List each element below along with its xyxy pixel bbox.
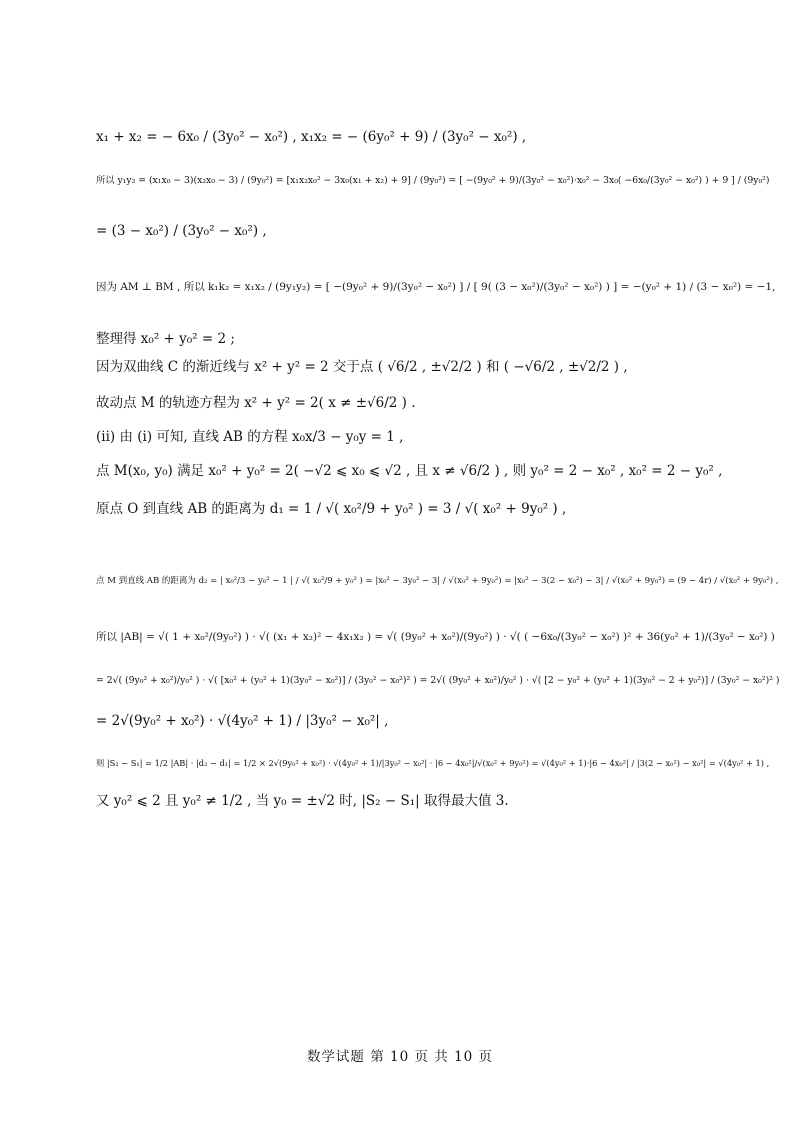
- equation-line-15: 则 |S₂ − S₁| = 1/2 |AB| · |d₂ − d₁| = 1/2 × 2√(9y₀² + x₀²) · √(4y₀² + 1)/|3y₀² − x₀²| · |6 − 4x₀²|/√(x₀² + 9y₀²) = √(4y₀² + 1)·|6 − 4x₀²| / |3(2 − x₀²) − x₀²| = √(4y₀² + 1) ,: [96, 758, 770, 768]
- equation-line-5: 整理得 x₀² + y₀² = 2 ;: [96, 331, 235, 347]
- equation-line-3: = (3 − x₀²) / (3y₀² − x₀²) ,: [96, 223, 267, 239]
- equation-line-16: 又 y₀² ⩽ 2 且 y₀² ≠ 1/2 , 当 y₀ = ±√2 时, |S₂ − S₁| 取得最大值 3.: [96, 793, 509, 809]
- equation-line-8: (ii) 由 (i) 可知, 直线 AB 的方程 x₀x/3 − y₀y = 1 ,: [96, 429, 404, 445]
- equation-line-6: 因为双曲线 C 的渐近线与 x² + y² = 2 交于点 ( √6/2 , ±√2/2 ) 和 ( −√6/2 , ±√2/2 ) ,: [96, 359, 628, 375]
- equation-line-13: = 2√( (9y₀² + x₀²)/y₀² ) · √( [x₀² + (y₀² + 1)(3y₀² − x₀²)] / (3y₀² − x₀²)² ) = 2√( (9y₀² + x₀²)/y₀² ) · √( [2 − y₀² + (y₀² + 1)(3y₀² − 2 + y₀²)] / (3y₀² − x₀²)² ): [96, 675, 780, 686]
- equation-line-7: 故动点 M 的轨迹方程为 x² + y² = 2( x ≠ ±√6/2 ) .: [96, 395, 416, 411]
- equation-line-9: 点 M(x₀, y₀) 满足 x₀² + y₀² = 2( −√2 ⩽ x₀ ⩽ √2 , 且 x ≠ √6/2 ) , 则 y₀² = 2 − x₀² , x₀² = 2 − y₀² ,: [96, 463, 723, 479]
- equation-line-1: x₁ + x₂ = − 6x₀ / (3y₀² − x₀²) , x₁x₂ = − (6y₀² + 9) / (3y₀² − x₀²) ,: [96, 129, 527, 145]
- equation-line-11: 点 M 到直线 AB 的距离为 d₂ = | x₀²/3 − y₀² − 1 | / √( x₀²/9 + y₀² ) = |x₀² − 3y₀² − 3| / √(x₀² + 9y₀²) = |x₀² − 3(2 − x₀²) − 3| / √(x₀² + 9y₀²) = (9 − 4r) / √(x₀² + 9y₀²) ,: [96, 576, 779, 586]
- equation-line-14: = 2√(9y₀² + x₀²) · √(4y₀² + 1) / |3y₀² − x₀²| ,: [96, 713, 389, 729]
- page-footer: 数学试题 第 10 页 共 10 页: [306, 1049, 494, 1065]
- equation-line-12: 所以 |AB| = √( 1 + x₀²/(9y₀²) ) · √( (x₁ + x₂)² − 4x₁x₂ ) = √( (9y₀² + x₀²)/(9y₀²) ) · √( ( −6x₀/(3y₀² − x₀²) )² + 36(y₀² + 1)/(3y₀² − x₀²) ): [96, 631, 775, 643]
- equation-line-2: 所以 y₁y₂ = (x₁x₀ − 3)(x₂x₀ − 3) / (9y₀²) = [x₁x₂x₀² − 3x₀(x₁ + x₂) + 9] / (9y₀²) = [ −(9y₀² + 9)/(3y₀² − x₀²)·x₀² − 3x₀( −6x₀/(3y₀² − x₀²) ) + 9 ] / (9y₀²): [96, 175, 770, 186]
- equation-line-4: 因为 AM ⊥ BM , 所以 k₁k₂ = x₁x₂ / (9y₁y₂) = [ −(9y₀² + 9)/(3y₀² − x₀²) ] / [ 9( (3 − x₀²)/(3y₀² − x₀²) ) ] = −(y₀² + 1) / (3 − x₀²) = −1,: [96, 281, 776, 293]
- equation-line-10: 原点 O 到直线 AB 的距离为 d₁ = 1 / √( x₀²/9 + y₀² ) = 3 / √( x₀² + 9y₀² ) ,: [96, 501, 567, 517]
